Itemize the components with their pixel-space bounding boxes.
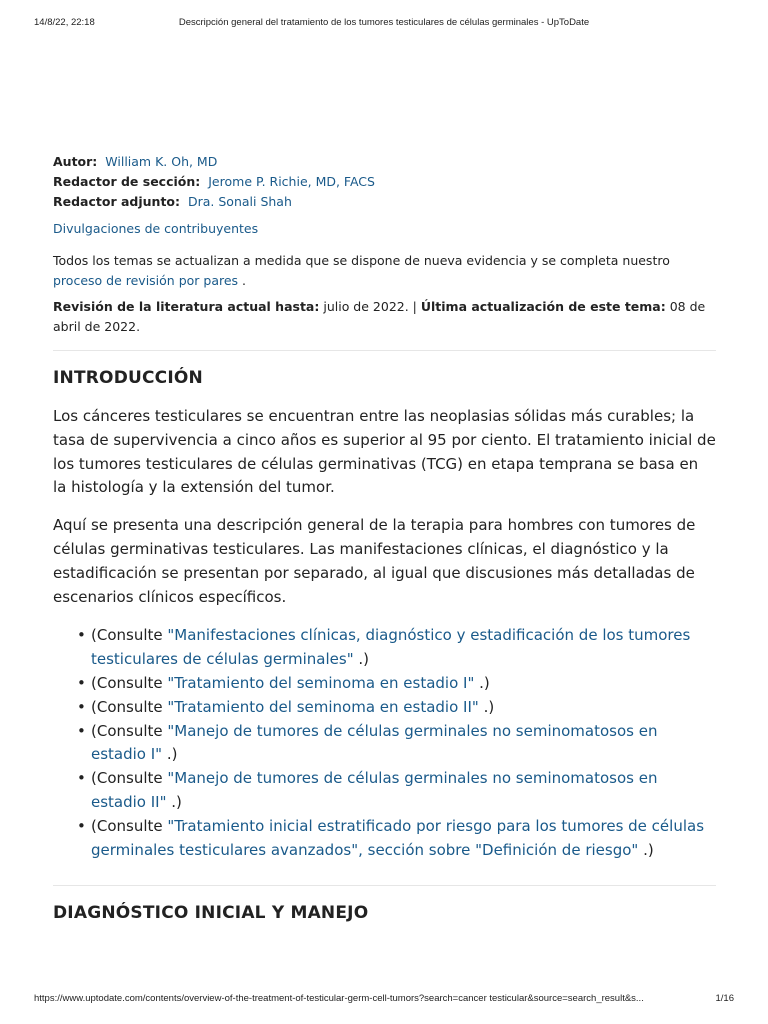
deputy-editor-row: [53, 192, 716, 212]
bullet-icon: •: [77, 697, 86, 716]
reference-item: [77, 720, 716, 768]
contributor-disclosures-link[interactable]: Divulgaciones de contribuyentes: [53, 221, 259, 236]
reference-prefix: (Consulte: [91, 697, 168, 716]
section-divider: [53, 885, 716, 886]
bullet-icon: •: [77, 721, 86, 740]
bullet-icon: •: [77, 673, 86, 692]
reference-suffix: .): [474, 673, 490, 692]
section-editor-link[interactable]: Jerome P. Richie, MD, FACS: [208, 174, 375, 189]
reference-link[interactable]: "Manifestaciones clínicas, diagnóstico y estadificación de los tumores testiculares de células germinales": [91, 626, 691, 669]
print-url: https://www.uptodate.com/contents/overview-of-the-treatment-of-testicular-germ-cell-tumors?search=cancer testicular&source=search_result&s...: [34, 993, 644, 1004]
introduction-paragraph-1: Los cánceres testiculares se encuentran entre las neoplasias sólidas más curables; la tasa de supervivencia a cinco años es superior al 95 por ciento. El tratamiento inicial de los tumores testiculares de células germinativas (TCG) en etapa temprana se basa en la histología y la extensión del tumor.: [53, 407, 716, 497]
reference-suffix: .): [353, 650, 369, 669]
update-note: [53, 251, 716, 291]
reference-link[interactable]: "Manejo de tumores de células germinales no seminomatosos en estadio I": [91, 721, 658, 764]
author-label: Autor:: [53, 154, 98, 169]
article-content: [53, 152, 716, 923]
reference-prefix: (Consulte: [91, 673, 168, 692]
print-date: 14/8/22, 22:18: [34, 17, 95, 28]
peer-review-link[interactable]: proceso de revisión por pares: [53, 273, 239, 288]
print-document-title: Descripción general del tratamiento de los tumores testiculares de células germinales - UpToDate: [178, 17, 590, 28]
reference-prefix: (Consulte: [91, 721, 168, 740]
credits-block: [53, 152, 716, 239]
last-update-label: Última actualización de este tema:: [420, 299, 666, 314]
reference-link[interactable]: "Tratamiento del seminoma en estadio II": [167, 697, 479, 716]
update-note-suffix: .: [238, 273, 247, 288]
page-number: 1/16: [715, 993, 734, 1004]
reference-item: [77, 815, 716, 863]
introduction-paragraph-2: Aquí se presenta una descripción general de la terapia para hombres con tumores de células germinativas testiculares. Las manifestaciones clínicas, el diagnóstico y la estadificación se presentan por separado, al igual que discusiones más detalladas de escenarios clínicos específicos.: [53, 516, 696, 606]
review-dates: [53, 297, 716, 337]
reference-link[interactable]: "Tratamiento inicial estratificado por riesgo para los tumores de células germinales testiculares avanzados", sección sobre "Definición de riesgo": [91, 816, 705, 859]
reference-prefix: (Consulte: [91, 626, 168, 645]
bullet-icon: •: [77, 816, 86, 835]
literature-review-value: julio de 2022. |: [319, 299, 421, 314]
reference-item: [77, 767, 716, 815]
print-footer: [34, 993, 734, 1007]
diagnosis-heading: DIAGNÓSTICO INICIAL Y MANEJO: [53, 903, 369, 924]
reference-suffix: .): [638, 840, 654, 859]
print-header: [34, 17, 734, 31]
introduction-heading: INTRODUCCIÓN: [53, 368, 203, 388]
section-editor-row: [53, 172, 716, 192]
reference-prefix: (Consulte: [91, 816, 168, 835]
reference-item: [77, 696, 716, 720]
section-divider: [53, 350, 716, 351]
update-note-text: Todos los temas se actualizan a medida que se dispone de nueva evidencia y se completa nuestro: [53, 253, 670, 268]
reference-list: [53, 624, 716, 862]
reference-item: [77, 672, 716, 696]
reference-item: [77, 624, 716, 672]
reference-suffix: .): [478, 697, 495, 716]
bullet-icon: •: [77, 626, 86, 645]
reference-prefix: (Consulte: [91, 769, 168, 788]
reference-link[interactable]: "Manejo de tumores de células germinales no seminomatosos en estadio II": [91, 769, 658, 811]
deputy-editor-label: Redactor adjunto:: [53, 194, 181, 209]
author-link[interactable]: William K. Oh, MD: [105, 154, 218, 169]
bullet-icon: •: [77, 769, 86, 788]
section-editor-label: Redactor de sección:: [53, 174, 201, 189]
author-row: [53, 152, 716, 172]
last-update-value: 08 de abril de 2022.: [53, 299, 706, 334]
deputy-editor-link[interactable]: Dra. Sonali Shah: [188, 194, 292, 209]
reference-suffix: .): [162, 745, 178, 764]
reference-link[interactable]: "Tratamiento del seminoma en estadio I": [167, 673, 475, 692]
literature-review-label: Revisión de la literatura actual hasta:: [53, 299, 320, 314]
reference-suffix: .): [166, 792, 182, 811]
